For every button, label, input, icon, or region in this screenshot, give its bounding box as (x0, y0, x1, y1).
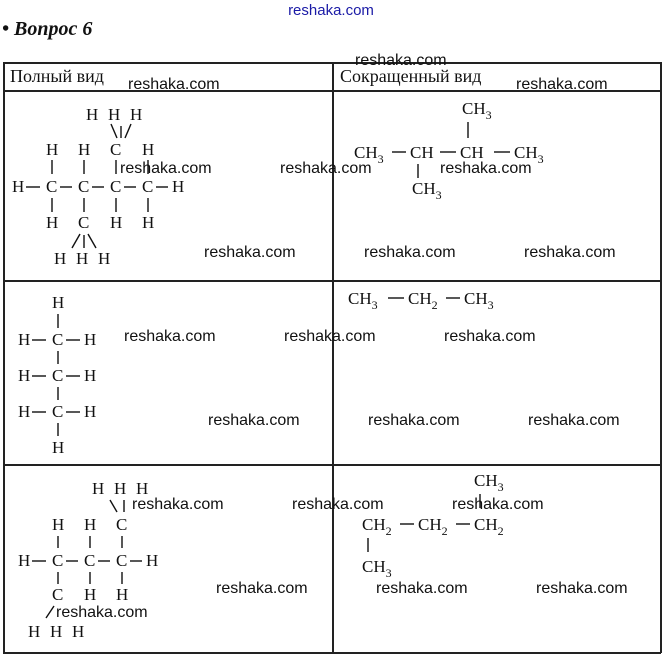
atom: H (110, 213, 123, 232)
ch3-group: $CH_3$ (412, 179, 442, 202)
atom: H (18, 366, 31, 385)
atom: C (78, 213, 90, 232)
atom: C (52, 366, 64, 385)
ch2-group: $CH_2$ (474, 515, 504, 538)
atom: H (84, 585, 97, 604)
watermark: reshaka.com (516, 76, 608, 93)
atom: H (78, 140, 91, 159)
atom: H (116, 585, 129, 604)
ch2-group: $CH_2$ (362, 515, 392, 538)
atom: H (46, 213, 59, 232)
atom: C (52, 330, 64, 349)
atom: H (52, 438, 65, 457)
watermark: reshaka.com (524, 244, 616, 261)
watermark: reshaka.com (208, 412, 300, 429)
atom: H (136, 479, 149, 498)
atom: H (84, 515, 97, 534)
watermark: reshaka.com (204, 244, 296, 261)
watermark: reshaka.com (56, 604, 148, 621)
atom: H (114, 479, 127, 498)
watermark: reshaka.com (292, 496, 384, 513)
atom: C (116, 515, 128, 534)
ch-group: CH (410, 143, 434, 162)
column-header-short: Сокращенный вид (340, 66, 482, 86)
atom: H (54, 249, 67, 268)
atom: H (76, 249, 89, 268)
atom: C (84, 551, 96, 570)
atom: H (18, 402, 31, 421)
column-header-full: Полный вид (10, 66, 104, 86)
watermark: reshaka.com (364, 244, 456, 261)
atom: H (18, 330, 31, 349)
watermark: reshaka.com (528, 412, 620, 429)
atom: H (72, 622, 85, 641)
question-title: • Вопрос 6 (2, 18, 93, 40)
ch3-group: $CH_3$ (348, 289, 378, 312)
atom: H (18, 551, 31, 570)
atom: H (146, 551, 159, 570)
ch2-group: $CH_2$ (408, 289, 438, 312)
watermark: reshaka.com (124, 328, 216, 345)
watermark: reshaka.com (368, 412, 460, 429)
atom: H (28, 622, 41, 641)
atom: H (92, 479, 105, 498)
watermark: reshaka.com (355, 52, 447, 69)
atom: H (52, 515, 65, 534)
site-header-link[interactable]: reshaka.com (288, 2, 374, 19)
atom: H (86, 105, 99, 124)
atom: C (116, 551, 128, 570)
atom: H (46, 140, 59, 159)
atom: C (46, 177, 58, 196)
atom: C (52, 402, 64, 421)
atom: H (84, 366, 97, 385)
atom: H (12, 177, 25, 196)
ch3-group: $CH_3$ (462, 99, 492, 122)
watermark: reshaka.com (452, 496, 544, 513)
watermark: reshaka.com (132, 496, 224, 513)
ch3-group: $CH_3$ (464, 289, 494, 312)
ch3-group: $CH_3$ (514, 143, 544, 166)
watermark: reshaka.com (120, 160, 212, 177)
atom: C (110, 177, 122, 196)
atom: H (52, 293, 65, 312)
atom: C (110, 140, 122, 159)
atom: C (142, 177, 154, 196)
ch3-group: $CH_3$ (362, 557, 392, 580)
watermark: reshaka.com (284, 328, 376, 345)
watermark: reshaka.com (376, 580, 468, 597)
atom: H (130, 105, 143, 124)
atom: H (142, 140, 155, 159)
atom: C (52, 551, 64, 570)
atom: H (172, 177, 185, 196)
ch3-group: $CH_3$ (354, 143, 384, 166)
ch2-group: $CH_2$ (418, 515, 448, 538)
watermark: reshaka.com (280, 160, 372, 177)
atom: H (108, 105, 121, 124)
atom: C (52, 585, 64, 604)
atom: H (50, 622, 63, 641)
watermark: reshaka.com (440, 160, 532, 177)
ch3-group: $CH_3$ (474, 471, 504, 494)
atom: H (84, 330, 97, 349)
ch-group: CH (460, 143, 484, 162)
atom: H (84, 402, 97, 421)
watermark: reshaka.com (444, 328, 536, 345)
atom: H (98, 249, 111, 268)
atom: H (142, 213, 155, 232)
watermark: reshaka.com (128, 76, 220, 93)
watermark: reshaka.com (536, 580, 628, 597)
watermark: reshaka.com (216, 580, 308, 597)
atom: C (78, 177, 90, 196)
